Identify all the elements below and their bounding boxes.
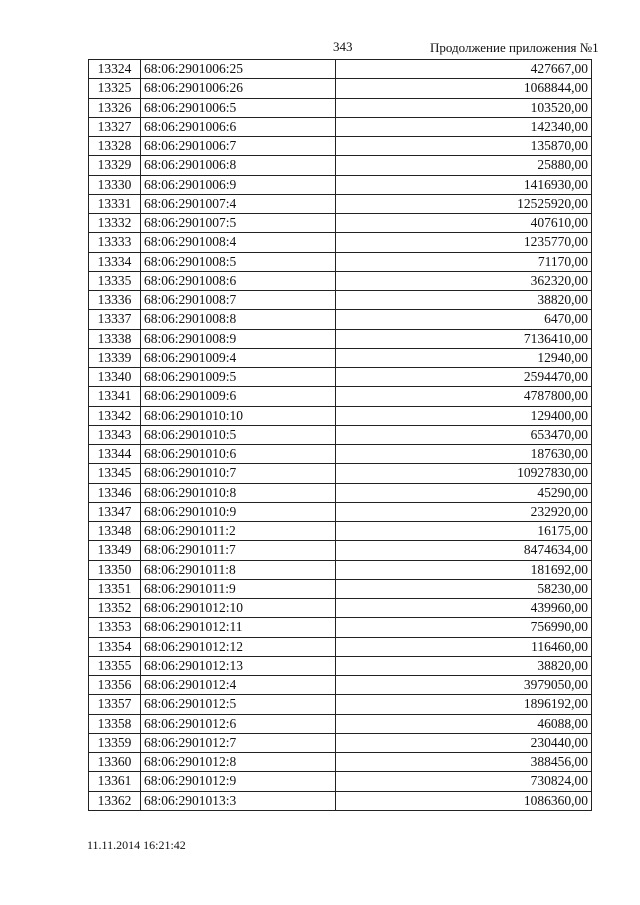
cadastral-number-cell: 68:06:2901007:5: [141, 214, 336, 233]
cadastral-number-cell: 68:06:2901012:4: [141, 676, 336, 695]
cadastral-number-cell: 68:06:2901011:9: [141, 579, 336, 598]
row-number-cell: 13358: [89, 714, 141, 733]
cadastral-number-cell: 68:06:2901010:6: [141, 445, 336, 464]
row-number-cell: 13347: [89, 502, 141, 521]
cadastral-number-cell: 68:06:2901006:9: [141, 175, 336, 194]
row-number-cell: 13344: [89, 445, 141, 464]
cadastral-value-cell: 4787800,00: [336, 387, 592, 406]
cadastral-number-cell: 68:06:2901008:6: [141, 271, 336, 290]
row-number-cell: 13345: [89, 464, 141, 483]
row-number-cell: 13356: [89, 676, 141, 695]
cadastral-number-cell: 68:06:2901012:12: [141, 637, 336, 656]
table-row: [89, 522, 592, 541]
table-body: [89, 60, 592, 811]
cadastral-value-cell: 12940,00: [336, 348, 592, 367]
cadastral-value-cell: 46088,00: [336, 714, 592, 733]
table-row: [89, 599, 592, 618]
cadastral-value-cell: 362320,00: [336, 271, 592, 290]
row-number-cell: 13327: [89, 117, 141, 136]
cadastral-value-cell: 388456,00: [336, 753, 592, 772]
row-number-cell: 13329: [89, 156, 141, 175]
table-row: [89, 695, 592, 714]
cadastral-value-cell: 3979050,00: [336, 676, 592, 695]
cadastral-number-cell: 68:06:2901010:5: [141, 425, 336, 444]
cadastral-value-cell: 756990,00: [336, 618, 592, 637]
cadastral-value-cell: 25880,00: [336, 156, 592, 175]
cadastral-value-cell: 45290,00: [336, 483, 592, 502]
cadastral-value-cell: 135870,00: [336, 137, 592, 156]
page-number: 343: [333, 39, 353, 54]
cadastral-number-cell: 68:06:2901006:6: [141, 117, 336, 136]
cadastral-number-cell: 68:06:2901010:10: [141, 406, 336, 425]
cadastral-number-cell: 68:06:2901006:5: [141, 98, 336, 117]
row-number-cell: 13340: [89, 368, 141, 387]
table-row: [89, 329, 592, 348]
cadastral-number-cell: 68:06:2901012:13: [141, 656, 336, 675]
table-row: [89, 137, 592, 156]
cadastral-number-cell: 68:06:2901012:6: [141, 714, 336, 733]
cadastral-number-cell: 68:06:2901008:8: [141, 310, 336, 329]
table-row: [89, 387, 592, 406]
row-number-cell: 13328: [89, 137, 141, 156]
table-row: [89, 483, 592, 502]
table-row: [89, 676, 592, 695]
table-row: [89, 194, 592, 213]
cadastral-number-cell: 68:06:2901012:8: [141, 753, 336, 772]
cadastral-value-cell: 1068844,00: [336, 79, 592, 98]
cadastral-number-cell: 68:06:2901011:7: [141, 541, 336, 560]
cadastral-value-cell: 10927830,00: [336, 464, 592, 483]
row-number-cell: 13335: [89, 271, 141, 290]
cadastral-value-cell: 232920,00: [336, 502, 592, 521]
cadastral-number-cell: 68:06:2901012:10: [141, 599, 336, 618]
cadastral-number-cell: 68:06:2901008:7: [141, 291, 336, 310]
cadastral-number-cell: 68:06:2901007:4: [141, 194, 336, 213]
cadastral-number-cell: 68:06:2901008:4: [141, 233, 336, 252]
cadastral-number-cell: 68:06:2901012:9: [141, 772, 336, 791]
footer-timestamp: 11.11.2014 16:21:42: [87, 838, 186, 852]
cadastral-value-cell: 427667,00: [336, 60, 592, 79]
cadastral-value-table: [88, 59, 592, 811]
cadastral-value-cell: 12525920,00: [336, 194, 592, 213]
table-row: [89, 579, 592, 598]
table-row: [89, 368, 592, 387]
cadastral-value-cell: 439960,00: [336, 599, 592, 618]
cadastral-number-cell: 68:06:2901012:5: [141, 695, 336, 714]
row-number-cell: 13339: [89, 348, 141, 367]
cadastral-number-cell: 68:06:2901012:11: [141, 618, 336, 637]
row-number-cell: 13338: [89, 329, 141, 348]
cadastral-number-cell: 68:06:2901010:8: [141, 483, 336, 502]
table-row: [89, 271, 592, 290]
cadastral-value-cell: 8474634,00: [336, 541, 592, 560]
row-number-cell: 13346: [89, 483, 141, 502]
row-number-cell: 13351: [89, 579, 141, 598]
table-row: [89, 753, 592, 772]
table-row: [89, 733, 592, 752]
row-number-cell: 13343: [89, 425, 141, 444]
row-number-cell: 13337: [89, 310, 141, 329]
cadastral-number-cell: 68:06:2901009:6: [141, 387, 336, 406]
cadastral-value-cell: 7136410,00: [336, 329, 592, 348]
table-row: [89, 156, 592, 175]
row-number-cell: 13324: [89, 60, 141, 79]
table-row: [89, 233, 592, 252]
cadastral-number-cell: 68:06:2901006:25: [141, 60, 336, 79]
cadastral-number-cell: 68:06:2901011:2: [141, 522, 336, 541]
row-number-cell: 13342: [89, 406, 141, 425]
cadastral-value-cell: 129400,00: [336, 406, 592, 425]
cadastral-value-cell: 38820,00: [336, 656, 592, 675]
cadastral-value-cell: 6470,00: [336, 310, 592, 329]
row-number-cell: 13326: [89, 98, 141, 117]
row-number-cell: 13325: [89, 79, 141, 98]
table-row: [89, 445, 592, 464]
table-row: [89, 772, 592, 791]
cadastral-value-cell: 71170,00: [336, 252, 592, 271]
table-row: [89, 310, 592, 329]
row-number-cell: 13331: [89, 194, 141, 213]
table-row: [89, 637, 592, 656]
row-number-cell: 13360: [89, 753, 141, 772]
cadastral-value-cell: 230440,00: [336, 733, 592, 752]
cadastral-number-cell: 68:06:2901013:3: [141, 791, 336, 810]
cadastral-value-cell: 142340,00: [336, 117, 592, 136]
cadastral-value-cell: 1416930,00: [336, 175, 592, 194]
table-row: [89, 60, 592, 79]
cadastral-value-cell: 116460,00: [336, 637, 592, 656]
cadastral-value-cell: 1235770,00: [336, 233, 592, 252]
table-row: [89, 214, 592, 233]
row-number-cell: 13336: [89, 291, 141, 310]
table-row: [89, 714, 592, 733]
table-row: [89, 175, 592, 194]
cadastral-number-cell: 68:06:2901012:7: [141, 733, 336, 752]
cadastral-number-cell: 68:06:2901011:8: [141, 560, 336, 579]
row-number-cell: 13355: [89, 656, 141, 675]
table-row: [89, 502, 592, 521]
header-note: Продолжение приложения №1: [430, 40, 599, 55]
cadastral-value-cell: 2594470,00: [336, 368, 592, 387]
table-row: [89, 618, 592, 637]
cadastral-value-cell: 653470,00: [336, 425, 592, 444]
row-number-cell: 13357: [89, 695, 141, 714]
table-row: [89, 425, 592, 444]
cadastral-number-cell: 68:06:2901006:26: [141, 79, 336, 98]
cadastral-value-cell: 1086360,00: [336, 791, 592, 810]
row-number-cell: 13352: [89, 599, 141, 618]
row-number-cell: 13333: [89, 233, 141, 252]
row-number-cell: 13334: [89, 252, 141, 271]
cadastral-value-cell: 187630,00: [336, 445, 592, 464]
table-row: [89, 79, 592, 98]
cadastral-value-cell: 730824,00: [336, 772, 592, 791]
row-number-cell: 13353: [89, 618, 141, 637]
cadastral-number-cell: 68:06:2901010:9: [141, 502, 336, 521]
row-number-cell: 13341: [89, 387, 141, 406]
row-number-cell: 13349: [89, 541, 141, 560]
cadastral-number-cell: 68:06:2901009:4: [141, 348, 336, 367]
table-row: [89, 348, 592, 367]
row-number-cell: 13348: [89, 522, 141, 541]
cadastral-number-cell: 68:06:2901008:5: [141, 252, 336, 271]
cadastral-value-cell: 58230,00: [336, 579, 592, 598]
table-row: [89, 791, 592, 810]
cadastral-value-cell: 38820,00: [336, 291, 592, 310]
row-number-cell: 13330: [89, 175, 141, 194]
cadastral-value-cell: 407610,00: [336, 214, 592, 233]
table-row: [89, 406, 592, 425]
cadastral-number-cell: 68:06:2901008:9: [141, 329, 336, 348]
cadastral-number-cell: 68:06:2901009:5: [141, 368, 336, 387]
row-number-cell: 13350: [89, 560, 141, 579]
cadastral-number-cell: 68:06:2901010:7: [141, 464, 336, 483]
row-number-cell: 13362: [89, 791, 141, 810]
table-row: [89, 541, 592, 560]
table-row: [89, 98, 592, 117]
table-row: [89, 560, 592, 579]
cadastral-number-cell: 68:06:2901006:7: [141, 137, 336, 156]
table-row: [89, 252, 592, 271]
cadastral-value-cell: 181692,00: [336, 560, 592, 579]
cadastral-number-cell: 68:06:2901006:8: [141, 156, 336, 175]
table-row: [89, 464, 592, 483]
table-row: [89, 291, 592, 310]
cadastral-value-cell: 16175,00: [336, 522, 592, 541]
row-number-cell: 13361: [89, 772, 141, 791]
cadastral-value-cell: 1896192,00: [336, 695, 592, 714]
row-number-cell: 13332: [89, 214, 141, 233]
cadastral-value-cell: 103520,00: [336, 98, 592, 117]
row-number-cell: 13359: [89, 733, 141, 752]
table-row: [89, 117, 592, 136]
table-row: [89, 656, 592, 675]
row-number-cell: 13354: [89, 637, 141, 656]
